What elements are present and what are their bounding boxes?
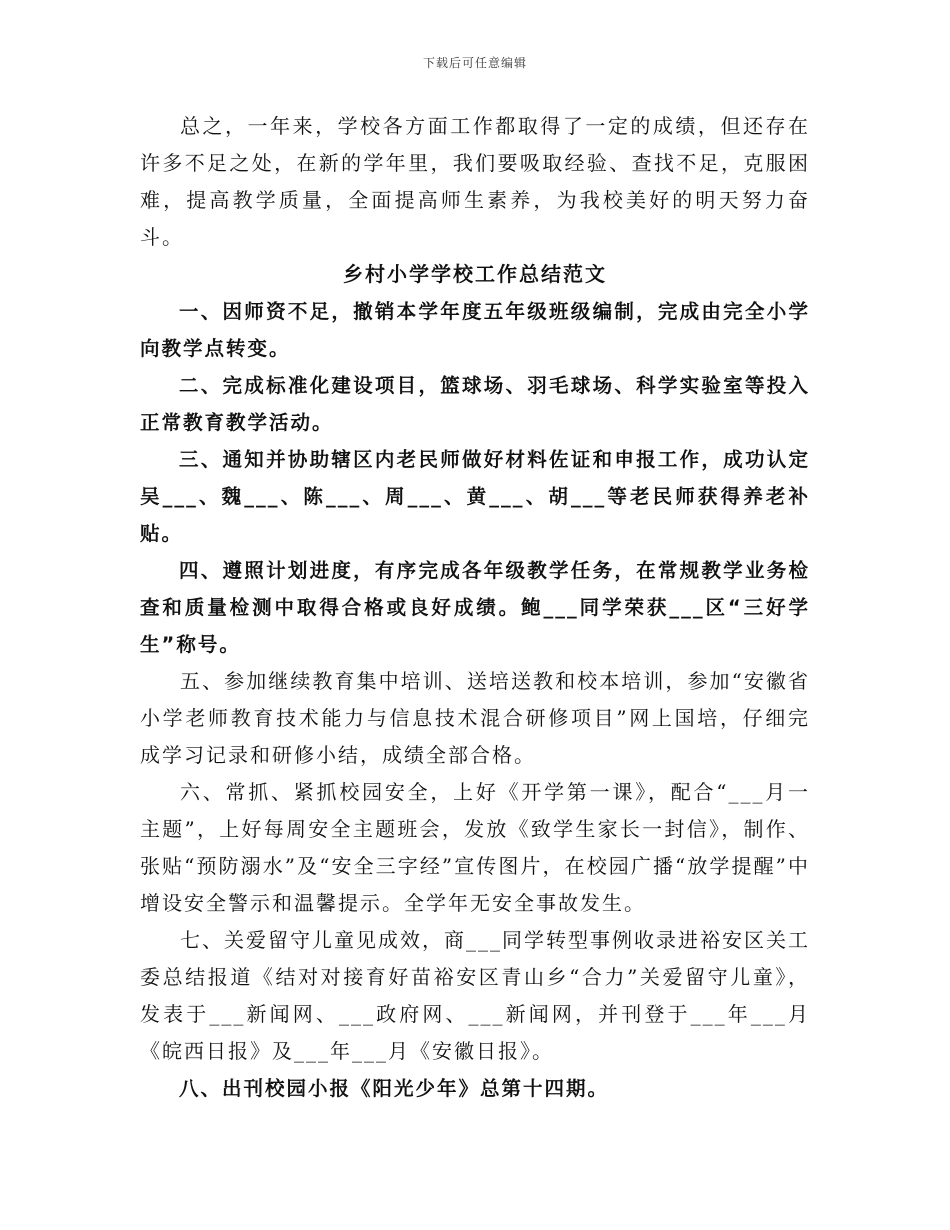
item-paragraph-1: 一、因师资不足，撤销本学年度五年级班级编制，完成由完全小学向教学点转变。 [140,300,810,360]
item-paragraph-2: 二、完成标准化建设项目，篮球场、羽毛球场、科学实验室等投入正常教育教学活动。 [140,374,810,434]
document-body [140,108,810,1107]
header-note: 下载后可任意编辑 [422,56,527,70]
item-paragraph-5: 五、参加继续教育集中培训、送培送教和校本培训，参加“安徽省小学老师教育技术能力与信息技术混合研修项目”网上国培，仔细完成学习记录和研修小结，成绩全部合格。 [140,669,810,767]
item-paragraph-6: 六、常抓、紧抓校园安全，上好《开学第一课》，配合“___月一主题”，上好每周安全主题班会，发放《致学生家长一封信》，制作、张贴“预防溺水”及“安全三字经”宣传图片，在校园广播“放学提醒”中增设安全警示和温馨提示。全学年无安全事故发生。 [140,780,810,915]
item-paragraph-7: 七、关爱留守儿童见成效，商___同学转型事例收录进裕安区关工委总结报道《结对对接育好苗裕安区青山乡“合力”关爱留守儿童》，发表于___新闻网、___政府网、___新闻网，并刊登于___年___月《皖西日报》及___年___月《安徽日报》。 [140,928,810,1063]
document-title: 乡村小学学校工作总结范文 [343,262,607,286]
item-paragraph-3: 三、通知并协助辖区内老民师做好材料佐证和申报工作，成功认定吴___、魏___、陈___、周___、黄___、胡___等老民师获得养老补贴。 [140,448,810,545]
item-paragraph-4: 四、遵照计划进度，有序完成各年级教学任务，在常规教学业务检查和质量检测中取得合格或良好成绩。鲍___同学荣获___区“三好学生”称号。 [140,559,810,656]
intro-paragraph: 总之，一年来，学校各方面工作都取得了一定的成绩，但还存在许多不足之处，在新的学年里，我们要吸取经验、查找不足，克服困难，提高教学质量，全面提高师生素养，为我校美好的明天努力奋斗。 [140,114,810,249]
item-paragraph-8: 八、出刊校园小报《阳光少年》总第十四期。 [179,1077,610,1100]
